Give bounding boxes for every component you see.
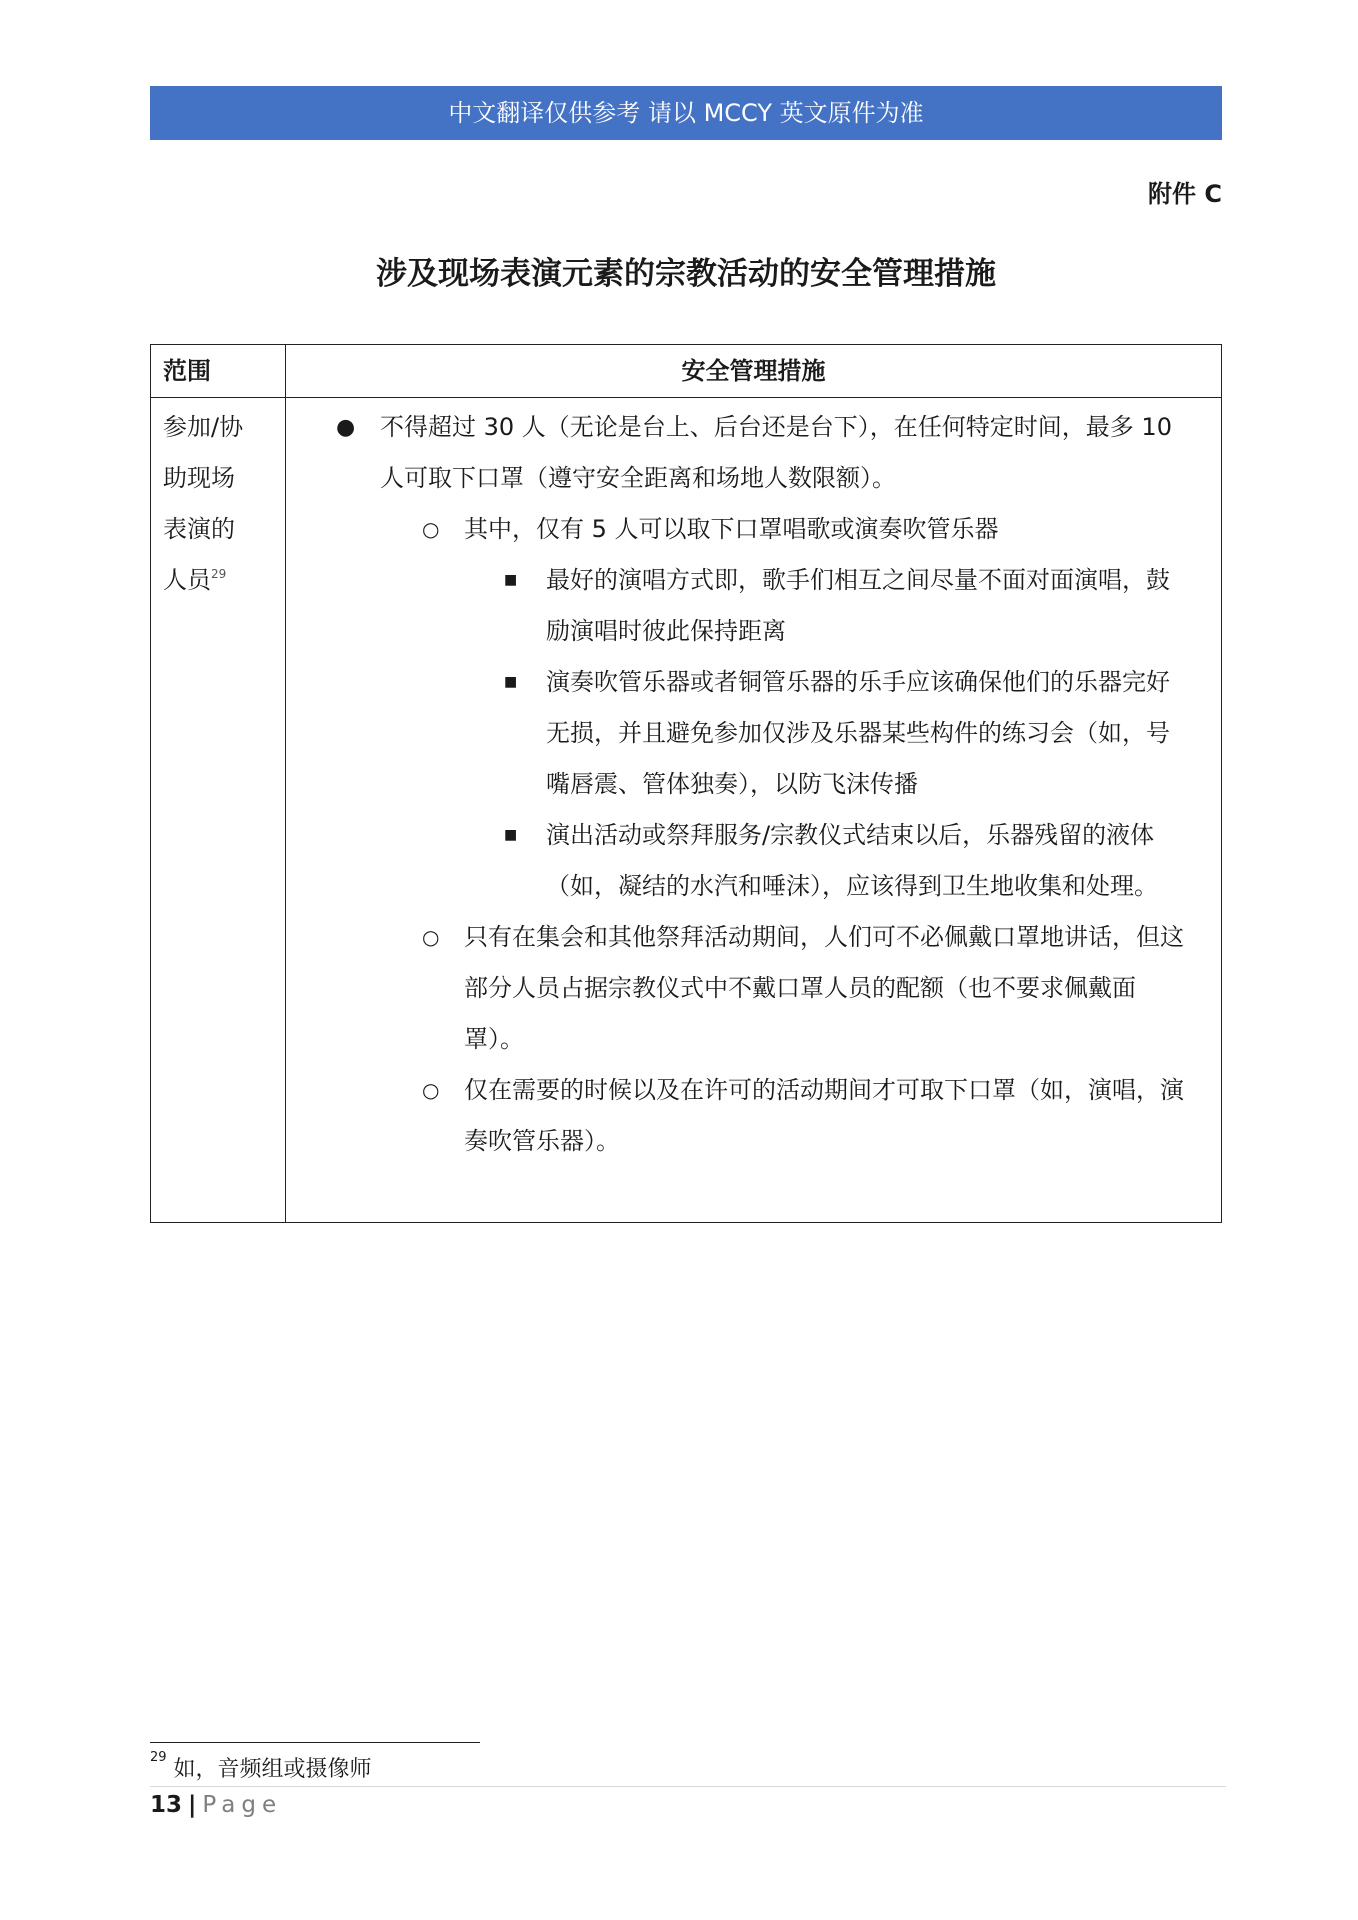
- scope-cell: [151, 398, 286, 1223]
- translation-banner: 中文翻译仅供参考 请以 MCCY 英文原件为准: [150, 86, 1222, 140]
- list-item: [504, 810, 1191, 912]
- annex-label: 附件 C: [1148, 180, 1222, 208]
- scope-line-with-ref: [163, 555, 279, 606]
- hollow-bullet-icon: ○: [422, 517, 440, 541]
- sub-point-text: 其中，仅有 5 人可以取下口罩唱歌或演奏吹管乐器: [464, 515, 999, 543]
- page-label: Page: [202, 1792, 283, 1818]
- page-separator: |: [188, 1792, 197, 1818]
- list-item: [422, 504, 1191, 912]
- sub-sub-point-text: 演奏吹管乐器或者铜管乐器的乐手应该确保他们的乐器完好无损，并且避免参加仅涉及乐器某些构件的练习会（如，号嘴唇震、管体独奏），以防飞沫传播: [546, 668, 1170, 798]
- table-row: [151, 398, 1222, 1223]
- sub-sub-list: [464, 555, 1191, 912]
- footnote-text: 如，音频组或摄像师: [173, 1757, 372, 1782]
- scope-line: 人员: [163, 566, 211, 594]
- document-title: 涉及现场表演元素的宗教活动的安全管理措施: [376, 256, 996, 292]
- footer-divider: [150, 1786, 1226, 1787]
- main-point-text: 不得超过 30 人（无论是台上、后台还是台下），在任何特定时间，最多 10 人可取下口罩（遵守安全距离和场地人数限额）。: [380, 413, 1172, 492]
- footnote-reference: 29: [211, 567, 227, 581]
- header-scope: 范围: [151, 345, 286, 398]
- square-bullet-icon: ■: [504, 674, 518, 690]
- list-item: [504, 555, 1191, 657]
- list-item: [422, 1065, 1191, 1167]
- page-number: 13: [150, 1792, 183, 1818]
- sub-point-text: 只有在集会和其他祭拜活动期间，人们可不必佩戴口罩地讲话，但这部分人员占据宗教仪式中不戴口罩人员的配额（也不要求佩戴面罩）。: [464, 923, 1184, 1053]
- square-bullet-icon: ■: [504, 827, 518, 843]
- square-bullet-icon: ■: [504, 572, 518, 588]
- measures-list: [286, 398, 1221, 1167]
- page-footer: [150, 1792, 282, 1818]
- measures-cell: [286, 398, 1222, 1223]
- list-item: [504, 657, 1191, 810]
- sub-sub-point-text: 演出活动或祭拜服务/宗教仪式结束以后，乐器残留的液体（如，凝结的水汽和唾沫），应该得到卫生地收集和处理。: [546, 821, 1158, 900]
- list-item: [422, 912, 1191, 1065]
- header-measures: 安全管理措施: [286, 345, 1222, 398]
- list-item: [336, 402, 1191, 1167]
- footnote-divider: [150, 1742, 480, 1743]
- hollow-bullet-icon: ○: [422, 925, 440, 949]
- measures-table: [150, 344, 1222, 1223]
- table-header-row: [151, 345, 1222, 398]
- sub-sub-point-text: 最好的演唱方式即，歌手们相互之间尽量不面对面演唱，鼓励演唱时彼此保持距离: [546, 566, 1170, 645]
- sub-point-text: 仅在需要的时候以及在许可的活动期间才可取下口罩（如，演唱，演奏吹管乐器）。: [464, 1076, 1184, 1155]
- hollow-bullet-icon: ○: [422, 1078, 440, 1102]
- sub-list: [380, 504, 1191, 1167]
- scope-line: 助现场: [163, 464, 235, 492]
- footnote-number: 29: [150, 1750, 167, 1765]
- scope-line: 表演的: [163, 515, 235, 543]
- filled-bullet-icon: ●: [336, 415, 356, 440]
- scope-line: 参加/协: [163, 413, 244, 441]
- footnote: [150, 1752, 372, 1783]
